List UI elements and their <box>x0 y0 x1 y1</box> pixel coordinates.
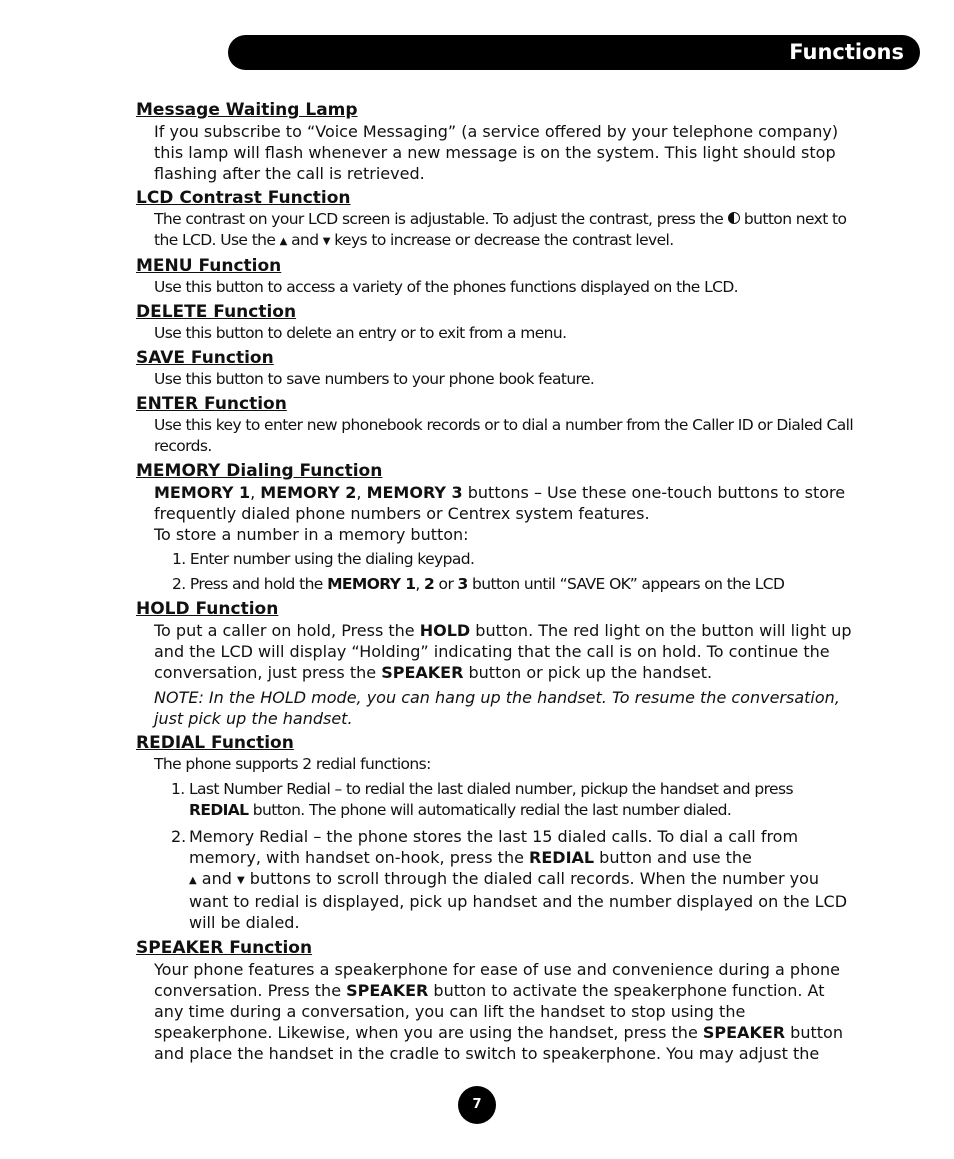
text: button or pick up the handset. <box>463 663 713 682</box>
list-number: 1. <box>171 780 185 798</box>
section-title: DELETE Function <box>136 302 297 322</box>
section-title: MEMORY Dialing Function <box>136 461 383 481</box>
text: Memory Redial – the phone stores the last 15 dialed calls. To dial a call from memory, with handset on-hook, press the <box>189 827 799 867</box>
page-number: 7 <box>458 1086 496 1124</box>
section-menu <box>136 256 856 298</box>
section-body <box>154 482 856 595</box>
section-body: Use this button to access a variety of the phones functions displayed on the LCD. <box>154 278 738 296</box>
list-item: 1. Enter number using the dialing keypad. <box>172 550 475 568</box>
section-memory-dialing <box>136 461 856 595</box>
text: The phone supports 2 redial functions: <box>154 755 431 773</box>
bold-text: HOLD <box>419 621 471 640</box>
section-title: ENTER Function <box>136 394 287 414</box>
list-item <box>172 574 856 595</box>
section-save <box>136 348 856 390</box>
bold-text: MEMORY 1 <box>154 483 251 502</box>
section-message-waiting-lamp <box>136 100 856 184</box>
text: , <box>415 575 425 593</box>
text: To store a number in a memory button: <box>154 525 469 544</box>
text: or <box>434 575 458 593</box>
note: NOTE: In the HOLD mode, you can hang up the handset. To resume the conversation, just pick up the handset. <box>154 688 840 728</box>
bold-text: REDIAL <box>529 848 595 867</box>
text: To put a caller on hold, Press the <box>154 621 420 640</box>
section-body <box>154 209 856 252</box>
bold-text: 3 <box>457 575 468 593</box>
section-hold <box>136 599 856 729</box>
section-body: Use this button to save numbers to your phone book feature. <box>154 370 595 388</box>
section-body: Use this key to enter new phonebook records or to dial a number from the Caller ID or Dialed Call records. <box>154 416 854 455</box>
redial-list <box>171 779 856 933</box>
bold-text: SPEAKER <box>346 981 429 1000</box>
text: keys to increase or decrease the contrast level. <box>334 231 674 249</box>
memory-steps <box>172 549 856 595</box>
list-number: 2. <box>171 827 187 846</box>
page-title: Functions <box>789 40 904 64</box>
text: buttons – Use these one-touch buttons to store frequently dialed phone numbers or Centrex system features. <box>154 483 846 523</box>
text: and <box>291 231 319 249</box>
section-title: LCD Contrast Function <box>136 188 351 208</box>
section-redial <box>136 733 856 933</box>
text: and <box>201 869 232 888</box>
down-arrow-icon: ▼ <box>237 875 245 886</box>
section-body <box>154 754 856 933</box>
bold-text: MEMORY 1 <box>327 575 416 593</box>
text: , <box>250 483 261 502</box>
up-arrow-icon: ▲ <box>189 875 197 886</box>
text: button. The phone will automatically redial the last number dialed. <box>248 801 732 819</box>
section-title: REDIAL Function <box>136 733 294 753</box>
section-title: SPEAKER Function <box>136 938 313 958</box>
section-title: Message Waiting Lamp <box>136 100 358 120</box>
section-title: MENU Function <box>136 256 282 276</box>
section-speaker <box>136 938 856 1064</box>
text: Your phone features a speakerphone for ease of use and convenience during a phone conversation. Press the <box>154 960 840 1000</box>
header-bar <box>228 35 920 70</box>
contrast-icon <box>728 212 740 224</box>
text: buttons to scroll through the dialed call records. When the number you want to redial is displayed, pick up handset and the number displayed on the LCD will be dialed. <box>189 869 848 932</box>
bold-text: SPEAKER <box>702 1023 786 1042</box>
list-item <box>171 826 856 933</box>
text: Last Number Redial – to redial the last dialed number, pickup the handset and press <box>189 780 793 798</box>
section-enter <box>136 394 856 457</box>
text: button. The red light on the button will light up and the LCD will display “Holding” indicating that the call is on hold. To continue the conversation, just press the <box>154 621 852 682</box>
bold-text: SPEAKER <box>381 663 464 682</box>
text: 2. Press and hold the <box>172 575 328 593</box>
bold-text: 2 <box>424 575 435 593</box>
bold-text: MEMORY 3 <box>366 483 463 502</box>
list-item <box>171 779 856 821</box>
bold-text: REDIAL <box>189 801 249 819</box>
up-arrow-icon: ▲ <box>279 236 287 247</box>
text: button to activate the speakerphone function. At any time during a conversation, you can lift the handset to stop using the speakerphone. Likewise, when you are using the handset, press the <box>154 981 825 1042</box>
text: button next to the LCD. Use the <box>154 210 847 249</box>
text: button until “SAVE OK” appears on the LCD <box>467 575 785 593</box>
section-body <box>154 959 856 1064</box>
text: , <box>356 483 367 502</box>
section-lcd-contrast <box>136 188 856 252</box>
bold-text: MEMORY 2 <box>260 483 357 502</box>
text: button and use the <box>594 848 752 867</box>
down-arrow-icon: ▼ <box>322 236 330 247</box>
text: button and place the handset in the cradle to switch to speakerphone. You may adjust the <box>154 1023 843 1063</box>
section-body: Use this button to delete an entry or to exit from a menu. <box>154 324 567 342</box>
section-title: SAVE Function <box>136 348 274 368</box>
section-body: If you subscribe to “Voice Messaging” (a service offered by your telephone company) this lamp will flash whenever a new message is on the system. This light should stop flashing after the call is retrieved. <box>154 122 839 183</box>
section-body <box>154 620 856 729</box>
text: The contrast on your LCD screen is adjustable. To adjust the contrast, press the <box>154 210 724 228</box>
content <box>136 100 856 1068</box>
section-title: HOLD Function <box>136 599 279 619</box>
section-delete <box>136 302 856 344</box>
